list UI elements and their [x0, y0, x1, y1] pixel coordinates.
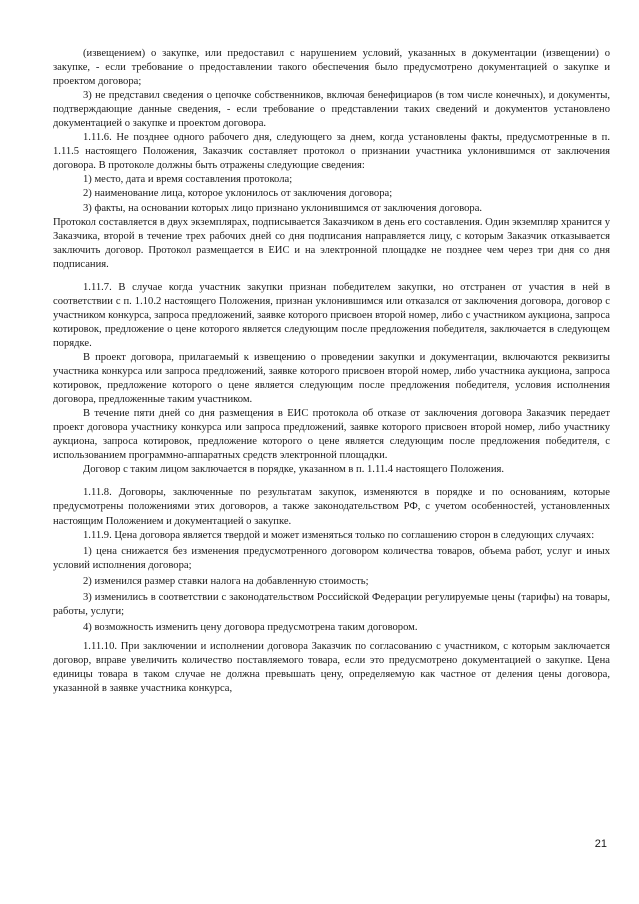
- paragraph-1-11-6: 1.11.6. Не позднее одного рабочего дня, следующего за днем, когда установлены факты, предусмотренные в п. 1.11.5 настоящего Положения, Заказчик составляет протокол о признании участника уклонившимся от заключения договора. В протоколе должны быть отражены следующие сведения:: [53, 132, 610, 172]
- paragraph-1-11-8: 1.11.8. Договоры, заключенные по результатам закупок, изменяются в порядке и по основаниям, которые предусмотрены положениями этих договоров, а также законодательством РФ, с учетом особенностей, установленных настоящим Положением и документацией о закупке.: [53, 487, 610, 527]
- paragraph-contract-order: Договор с таким лицом заключается в порядке, указанном в п. 1.11.4 настоящего Положения.: [83, 464, 505, 476]
- paragraph-1-11-7: 1.11.7. В случае когда участник закупки признан победителем закупки, но отстранен от участия в ней в соответствии с п. 1.10.2 настоящего Положения, признан уклонившимся или отказался от заключения договора, договор с участником конкурса, запроса предложений, заявке которого присвоен второй номер, либо с участником аукциона, запроса котировок, предложение о цене которого является следующим после предложения победителя, заключается в следующем порядке.: [53, 281, 610, 349]
- paragraph-draft-contract: В проект договора, прилагаемый к извещению о проведении закупки и документации, включаются реквизиты участника конкурса или запроса предложений, заявке которого присвоен второй номер, либо участника аукциона, запроса котировок, предложение которого о цене является следующим после предложения победителя, условия исполнения договора, предложенные таким участником.: [53, 351, 610, 406]
- list-item-vat: 2) изменился размер ставки налога на добавленную стоимость;: [83, 575, 369, 587]
- paragraph-continuation: (извещением) о закупке, или предоставил с нарушением условий, указанных в документации (извещении) о закупке, - если требование о предоставлении такого обеспечения было предусмотрено документацией о закупке и проектом договора;: [53, 48, 610, 88]
- document-page: [53, 47, 610, 696]
- list-item-price-decrease: 1) цена снижается без изменения предусмотренного договором количества товаров, объема работ, услуг и иных условий исполнения договора;: [53, 545, 610, 571]
- page-number: 21: [594, 838, 607, 850]
- paragraph-item-3-ownership: 3) не представил сведения о цепочке собственников, включая бенефициаров (в том числе конечных), и документы, подтверждающие данные сведения, - если требование о представлении таких сведений и документов установлено документацией о закупке и проектом договора.: [53, 90, 610, 130]
- paragraph-five-days: В течение пяти дней со дня размещения в ЕИС протокола об отказе от заключения договора Заказчик передает проект договора участнику конкурса или запроса предложений, заявке которого присвоен второй номер, либо участнику аукциона, запроса котировок, предложение которого о цене является следующим после предложения победителя, с использованием программно-аппаратных средств электронной площадки.: [53, 408, 610, 462]
- paragraph-1-11-9: 1.11.9. Цена договора является твердой и может изменяться только по соглашению сторон в следующих случаях:: [83, 529, 595, 541]
- list-item-tariffs: 3) изменились в соответствии с законодательством Российской Федерации регулируемые цены (тарифы) на товары, работы, услуги;: [53, 591, 610, 617]
- paragraph-1-11-10: 1.11.10. При заключении и исполнении договора Заказчик по согласованию с участником, с которым заключается договор, вправе увеличить количество поставляемого товара, если это предусмотрено документацией о закупке. Цена единицы товара в таком случае не должна превышать цену, определяемую как частное от деления цены договора, указанной в заявке участника конкурса,: [53, 640, 610, 695]
- list-item-facts: 3) факты, на основании которых лицо признано уклонившимся от заключения договора.: [83, 202, 483, 214]
- paragraph-protocol: Протокол составляется в двух экземплярах, подписывается Заказчиком в день его составления. Один экземпляр хранится у Заказчика, второй в течение трех рабочих дней со дня подписания направляется лицу, с которым Заказчик отказывается заключить договор. Протокол размещается в ЕИС и на электронной площадке не позднее чем через три дня со дня подписания.: [53, 216, 610, 270]
- list-item-name: 2) наименование лица, которое уклонилось от заключения договора;: [83, 188, 393, 200]
- list-item-contract-option: 4) возможность изменить цену договора предусмотрена таким договором.: [83, 621, 418, 633]
- list-item-place-date: 1) место, дата и время составления протокола;: [83, 174, 293, 186]
